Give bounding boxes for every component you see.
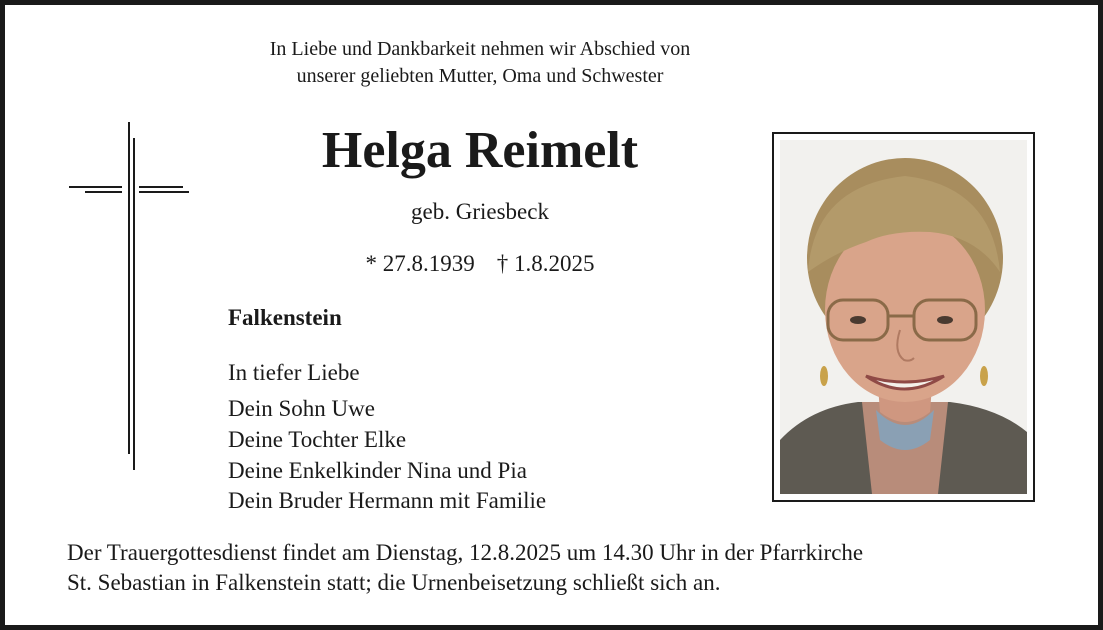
- mourners-intro: In tiefer Liebe: [228, 360, 360, 385]
- intro-line-1: In Liebe und Dankbarkeit nehmen wir Abschied von: [269, 38, 691, 60]
- death-date: † 1.8.2025: [496, 251, 595, 276]
- birth-name: geb. Griesbeck: [411, 199, 549, 224]
- mourner-4: Dein Bruder Hermann mit Familie: [228, 488, 547, 513]
- service-info-line-1: Der Trauergottesdienst findet am Dienstag, 12.8.2025 um 14.30 Uhr in der Pfarrkirche: [67, 540, 864, 565]
- life-dates: [155, 249, 805, 279]
- deceased-name: Helga Reimelt: [321, 122, 639, 179]
- birth-date: * 27.8.1939: [365, 251, 475, 276]
- portrait-photo: [780, 140, 1027, 494]
- intro-line-2: unserer geliebten Mutter, Oma und Schwester: [296, 65, 664, 87]
- service-info-line-2: St. Sebastian in Falkenstein statt; die Urnenbeisetzung schließt sich an.: [67, 570, 721, 595]
- mourner-2: Deine Tochter Elke: [228, 427, 407, 452]
- place: Falkenstein: [228, 305, 342, 330]
- mourner-1: Dein Sohn Uwe: [228, 396, 375, 421]
- portrait-frame: [772, 132, 1035, 502]
- mourner-3: Deine Enkelkinder Nina und Pia: [228, 458, 527, 483]
